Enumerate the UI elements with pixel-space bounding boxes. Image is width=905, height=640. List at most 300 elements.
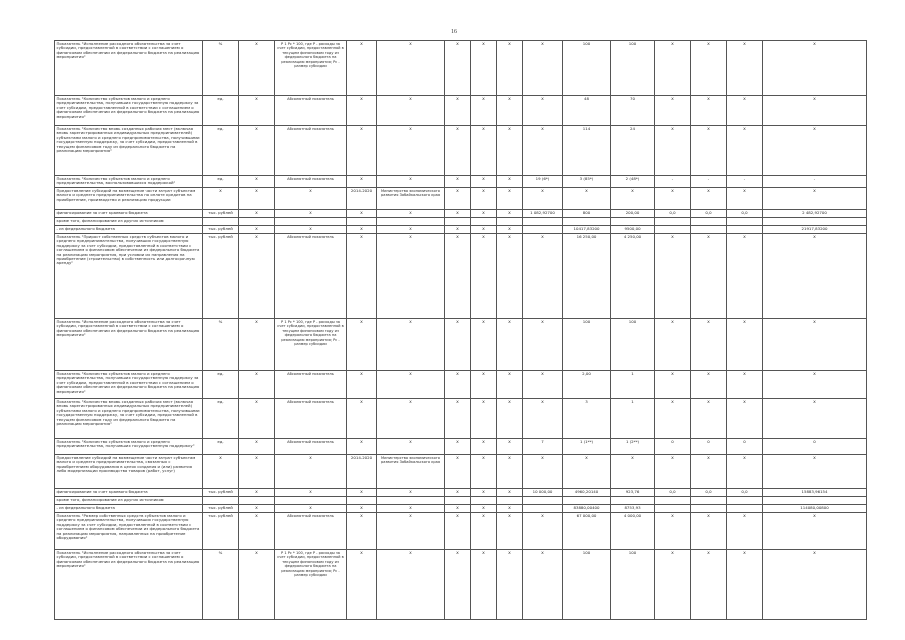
table-cell xyxy=(347,497,377,505)
table-cell xyxy=(523,505,563,513)
table-row xyxy=(55,550,867,620)
page-number: 16 xyxy=(451,29,457,35)
table-cell: X xyxy=(239,505,275,513)
table-cell: X xyxy=(239,176,275,188)
table-cell xyxy=(203,497,239,505)
table-cell: X xyxy=(471,439,497,455)
table-cell: X xyxy=(471,489,497,497)
table-cell: X xyxy=(347,176,377,188)
table-cell xyxy=(727,505,763,513)
table-cell: % xyxy=(203,550,239,620)
table-cell: - xyxy=(655,176,691,188)
table-cell: тыс. рублей xyxy=(203,505,239,513)
table-cell: 100 xyxy=(611,41,655,96)
row-label-cell: - из федерального бюджета xyxy=(55,226,203,234)
table-cell: X xyxy=(497,176,523,188)
table-cell: 1 082,92700 xyxy=(523,210,563,218)
table-cell xyxy=(611,497,655,505)
table-cell: 48 xyxy=(563,96,611,126)
table-cell: X xyxy=(445,210,471,218)
table-cell: 19 (6*) xyxy=(523,176,563,188)
table-cell: 4 250,00 xyxy=(611,234,655,319)
table-row xyxy=(55,218,867,226)
table-cell: X xyxy=(727,550,763,620)
table-cell: 200,00 xyxy=(611,210,655,218)
table-cell: X xyxy=(445,399,471,439)
table-cell: X xyxy=(239,513,275,550)
table-cell xyxy=(691,218,727,226)
table-row xyxy=(55,489,867,497)
table-cell xyxy=(727,226,763,234)
table-cell: тыс. рублей xyxy=(203,234,239,319)
table-cell: Министерство экономического развития Забайкальского края xyxy=(377,455,445,489)
table-cell: X xyxy=(497,439,523,455)
table-cell: 0 xyxy=(691,439,727,455)
table-cell: X xyxy=(239,489,275,497)
table-cell: X xyxy=(347,126,377,176)
table-cell: X xyxy=(377,439,445,455)
table-cell: X xyxy=(497,210,523,218)
row-label-cell: Показатель "Количество вновь созданных рабочих мест (включая вновь зарегистрированных индивидуальных предпринимателей) субъектами малого и среднего предпринимательства, получившими государственную поддержку, за счет субсидии, предоставленной в текущем финансовом году из федерального бюджета на реализацию мероприятия" xyxy=(55,126,203,176)
table-cell xyxy=(377,497,445,505)
row-label-cell: - из федерального бюджета xyxy=(55,505,203,513)
table-row xyxy=(55,497,867,505)
table-cell: ед. xyxy=(203,176,239,188)
table-cell: 70 xyxy=(611,96,655,126)
row-label-cell: кроме того, финансирование из других источников: xyxy=(55,218,203,226)
table-cell xyxy=(563,497,611,505)
table-row xyxy=(55,234,867,319)
table-cell: X xyxy=(275,455,347,489)
table-cell: 1 xyxy=(611,399,655,439)
table-cell: 3 xyxy=(563,399,611,439)
table-cell: X xyxy=(445,513,471,550)
table-cell: X xyxy=(471,176,497,188)
table-cell: ед. xyxy=(203,439,239,455)
table-cell: - xyxy=(727,176,763,188)
table-cell: X xyxy=(691,188,727,210)
table-cell: 3 (85*) xyxy=(563,176,611,188)
table-cell: 0,0 xyxy=(691,210,727,218)
table-cell: X xyxy=(377,399,445,439)
table-cell: X xyxy=(445,188,471,210)
table-cell xyxy=(347,218,377,226)
table-cell: X xyxy=(445,439,471,455)
table-cell: 800 xyxy=(563,210,611,218)
table-cell: X xyxy=(239,188,275,210)
table-cell: Абсолютный показатель xyxy=(275,96,347,126)
table-cell: X xyxy=(763,126,867,176)
table-cell: X xyxy=(471,188,497,210)
table-cell: 114 xyxy=(563,126,611,176)
table-cell: X xyxy=(239,96,275,126)
row-label-cell: Предоставление субсидий на возмещение части затрат субъектам малого и среднего предпринимательства, связанных с приобретением оборудования в целях создания и (или) развития либо модернизации производства товаров (работ, услуг) xyxy=(55,455,203,489)
table-cell: тыс. рублей xyxy=(203,513,239,550)
table-cell xyxy=(523,218,563,226)
row-label-cell: Показатель "Исполнение расходного обязательства за счет субсидии, предоставленной в соответствии с соглашением о финансовом обеспечении из федерального бюджета на реализацию мероприятия" xyxy=(55,41,203,96)
table-cell: X xyxy=(377,41,445,96)
table-cell: X xyxy=(471,371,497,399)
table-cell: X xyxy=(471,126,497,176)
table-cell: Абсолютный показатель xyxy=(275,234,347,319)
table-cell: X xyxy=(377,176,445,188)
table-cell: X xyxy=(727,455,763,489)
table-cell xyxy=(445,218,471,226)
table-cell: X xyxy=(275,226,347,234)
row-label-cell: Показатель "Количество вновь созданных рабочих мест (включая вновь зарегистрированных индивидуальных предпринимателей) субъектами малого и среднего предпринимательства, получившими государственную поддержку, за счет субсидии, предоставленной в текущем финансовом году из федерального бюджета на реализацию мероприятия" xyxy=(55,399,203,439)
table-row xyxy=(55,319,867,371)
row-label-cell: Показатель "Прирост собственных средств субъектов малого и среднего предпринимательства, получивших государственную поддержку за счет субсидии, предоставленной в соответствии с соглашением о финансовом обеспечении из федерального бюджета на реализацию мероприятия, при условии их направления на приобретение (строительство) в собственность или долгосрочную аренду" xyxy=(55,234,203,319)
table-cell: X xyxy=(377,126,445,176)
table-cell: X xyxy=(497,399,523,439)
table-cell: X xyxy=(655,188,691,210)
table-cell: X xyxy=(471,41,497,96)
table-cell: X xyxy=(691,96,727,126)
table-cell: 0,0 xyxy=(727,489,763,497)
table-cell: тыс. рублей xyxy=(203,210,239,218)
table-cell: X xyxy=(763,399,867,439)
table-cell xyxy=(497,497,523,505)
table-row xyxy=(55,455,867,489)
table-cell: X xyxy=(275,210,347,218)
table-cell: 923,76 xyxy=(611,489,655,497)
table-cell: X xyxy=(523,188,563,210)
table-cell: ед. xyxy=(203,96,239,126)
table-cell: X xyxy=(727,371,763,399)
table-row xyxy=(55,371,867,399)
table-cell: X xyxy=(445,371,471,399)
table-cell: X xyxy=(691,371,727,399)
table-row xyxy=(55,176,867,188)
table-cell: X xyxy=(471,96,497,126)
table-cell xyxy=(471,497,497,505)
table-cell: 0 xyxy=(727,439,763,455)
table-cell: X xyxy=(523,371,563,399)
table-cell: 1 (2**) xyxy=(611,439,655,455)
table-cell: X xyxy=(239,455,275,489)
row-label-cell: Показатель "Количество субъектов малого и среднего предпринимательства, получивших государственную поддержку за счет субсидии, предоставленной в соответствии с соглашением о финансовом обеспечении из федерального бюджета на реализацию мероприятия" xyxy=(55,96,203,126)
row-label-cell: Показатель "Количество субъектов малого и среднего предпринимательства, воспользовавшихся поддержкой" xyxy=(55,176,203,188)
table-cell: X xyxy=(445,505,471,513)
table-cell: 4 000,00 xyxy=(611,513,655,550)
table-cell xyxy=(655,226,691,234)
table-cell: X xyxy=(471,226,497,234)
table-cell: Абсолютный показатель xyxy=(275,371,347,399)
table-cell xyxy=(655,218,691,226)
table-cell: X xyxy=(239,234,275,319)
table-cell: X xyxy=(445,226,471,234)
table-cell xyxy=(377,218,445,226)
table-cell: X xyxy=(497,126,523,176)
table-cell xyxy=(655,505,691,513)
table-cell: X xyxy=(727,513,763,550)
table-cell: X xyxy=(377,513,445,550)
table-cell xyxy=(763,497,867,505)
table-cell: % xyxy=(203,41,239,96)
table-cell: X xyxy=(497,96,523,126)
table-cell: 100 xyxy=(563,41,611,96)
table-row xyxy=(55,439,867,455)
table-cell: Абсолютный показатель xyxy=(275,176,347,188)
table-cell: X xyxy=(563,188,611,210)
table-cell: X xyxy=(377,319,445,371)
table-cell: X xyxy=(471,319,497,371)
table-cell: X xyxy=(471,455,497,489)
table-cell: X xyxy=(377,550,445,620)
table-cell: X xyxy=(563,455,611,489)
row-label-cell: Показатель "Количество субъектов малого и среднего предпринимательства, получивших государственную поддержку за счет субсидии, предоставленной в соответствии с соглашением о финансовом обеспечении из федерального бюджета на реализацию мероприятия" xyxy=(55,371,203,399)
row-label-cell: финансирование за счет краевого бюджета xyxy=(55,210,203,218)
table-cell: 0,0 xyxy=(691,489,727,497)
table-cell: X xyxy=(377,489,445,497)
table-cell: - xyxy=(763,176,867,188)
table-cell: X xyxy=(523,455,563,489)
table-cell: 100 xyxy=(563,550,611,620)
table-cell: Р 1 Рс * 100, где Р - расходы за счет субсидии, предоставленной в текущем финансовом году из федерального бюджета на реализацию мероприятия; Рс - размер субсидии xyxy=(275,41,347,96)
table-cell: X xyxy=(445,176,471,188)
table-cell: 114080,00800 xyxy=(763,505,867,513)
table-cell: X xyxy=(523,513,563,550)
table-cell: 2014-2020 xyxy=(347,188,377,210)
table-cell: X xyxy=(523,550,563,620)
table-cell: ед. xyxy=(203,399,239,439)
table-cell: X xyxy=(655,371,691,399)
table-cell xyxy=(275,497,347,505)
table-cell: X xyxy=(691,234,727,319)
table-cell: X xyxy=(727,234,763,319)
table-cell: X xyxy=(377,96,445,126)
table-cell xyxy=(691,497,727,505)
table-cell xyxy=(691,505,727,513)
table-cell: X xyxy=(347,399,377,439)
table-cell: X xyxy=(445,234,471,319)
table-cell: X xyxy=(727,319,763,371)
table-cell: 0,0 xyxy=(655,489,691,497)
table-cell: 0,0 xyxy=(655,210,691,218)
table-cell: X xyxy=(655,96,691,126)
row-label-cell: финансирование за счет краевого бюджета xyxy=(55,489,203,497)
table-cell: X xyxy=(347,234,377,319)
table-cell: X xyxy=(347,513,377,550)
table-cell: 7 xyxy=(523,439,563,455)
table-cell: X xyxy=(275,188,347,210)
table-cell: X xyxy=(655,399,691,439)
table-cell: X xyxy=(763,319,867,371)
table-row xyxy=(55,126,867,176)
table-cell: X xyxy=(275,489,347,497)
table-cell: X xyxy=(377,371,445,399)
table-cell: X xyxy=(377,210,445,218)
table-cell xyxy=(239,218,275,226)
table-cell xyxy=(691,226,727,234)
table-cell: 24 xyxy=(611,126,655,176)
table-cell: X xyxy=(347,505,377,513)
table-row xyxy=(55,513,867,550)
table-cell: X xyxy=(497,513,523,550)
table-cell: X xyxy=(727,96,763,126)
table-cell: X xyxy=(347,226,377,234)
table-cell: тыс. рублей xyxy=(203,489,239,497)
table-cell: X xyxy=(763,188,867,210)
table-cell: X xyxy=(763,234,867,319)
row-label-cell: Показатель "Количество субъектов малого и среднего предпринимательства, получивших государственную поддержку" xyxy=(55,439,203,455)
table-cell: X xyxy=(655,234,691,319)
table-cell: 2 482,92700 xyxy=(763,210,867,218)
table-row xyxy=(55,399,867,439)
table-cell: 1 xyxy=(611,371,655,399)
table-cell: X xyxy=(691,41,727,96)
table-cell: X xyxy=(471,234,497,319)
table-cell: X xyxy=(497,505,523,513)
table-cell: X xyxy=(275,505,347,513)
table-cell: X xyxy=(655,319,691,371)
table-cell: X xyxy=(471,513,497,550)
table-cell: X xyxy=(471,399,497,439)
table-cell: X xyxy=(347,96,377,126)
table-cell: 4960,20140 xyxy=(563,489,611,497)
table-cell xyxy=(611,218,655,226)
table-cell: X xyxy=(347,210,377,218)
table-cell: X xyxy=(239,399,275,439)
table-cell xyxy=(471,218,497,226)
table-cell: Р 1 Рс * 100, где Р - расходы за счет субсидии, предоставленной в текущем финансовом году из федерального бюджета на реализацию мероприятия; Рс - размер субсидии xyxy=(275,319,347,371)
table-cell xyxy=(239,497,275,505)
table-cell xyxy=(203,218,239,226)
table-cell: X xyxy=(523,126,563,176)
table-cell: X xyxy=(655,126,691,176)
table-row xyxy=(55,505,867,513)
row-label-cell: кроме того, финансирование из других источников: xyxy=(55,497,203,505)
table-cell: X xyxy=(497,234,523,319)
table-cell: X xyxy=(445,455,471,489)
table-cell: X xyxy=(445,96,471,126)
table-cell: X xyxy=(377,226,445,234)
table-cell: 0 xyxy=(763,439,867,455)
table-cell: X xyxy=(727,126,763,176)
table-cell xyxy=(523,226,563,234)
table-cell: X xyxy=(377,234,445,319)
table-cell: X xyxy=(611,188,655,210)
table-row xyxy=(55,188,867,210)
table-cell: X xyxy=(497,188,523,210)
table-cell: X xyxy=(497,226,523,234)
table-cell: X xyxy=(239,210,275,218)
table-cell: X xyxy=(347,489,377,497)
table-cell: X xyxy=(497,489,523,497)
table-cell: X xyxy=(239,550,275,620)
table-cell: X xyxy=(763,550,867,620)
table-cell: X xyxy=(347,439,377,455)
table-cell: 0,0 xyxy=(727,210,763,218)
table-cell: X xyxy=(471,505,497,513)
table-cell: X xyxy=(611,455,655,489)
table-cell: 9500,00 xyxy=(611,226,655,234)
table-cell: X xyxy=(445,319,471,371)
table-cell xyxy=(655,497,691,505)
row-label-cell: Показатель "Размер собственных средств субъектов малого и среднего предпринимательства, получивших государственную поддержку за счет субсидии, предоставленной в соответствии с соглашением о финансовом обеспечении из федерального бюджета на реализацию мероприятия, направленных на приобретение оборудования" xyxy=(55,513,203,550)
table-cell xyxy=(727,218,763,226)
table-cell: X xyxy=(763,96,867,126)
table-cell: X xyxy=(763,41,867,96)
table-cell: 0 xyxy=(655,439,691,455)
table-cell xyxy=(275,218,347,226)
table-cell: X xyxy=(347,550,377,620)
table-cell: X xyxy=(727,399,763,439)
table-cell: Министерство экономического развития Забайкальского края xyxy=(377,188,445,210)
table-cell xyxy=(563,218,611,226)
table-cell: X xyxy=(497,371,523,399)
table-cell: 21917,83200 xyxy=(763,226,867,234)
table-cell: % xyxy=(203,319,239,371)
table-cell: тыс. рублей xyxy=(203,226,239,234)
table-cell: X xyxy=(691,550,727,620)
table-cell: X xyxy=(727,188,763,210)
table-cell: X xyxy=(347,371,377,399)
table-cell: X xyxy=(691,319,727,371)
table-cell: Р 1 Рс * 100, где Р - расходы за счет субсидии, предоставленной в текущем финансовом году из федерального бюджета на реализацию мероприятия; Рс - размер субсидии xyxy=(275,550,347,620)
table-cell: X xyxy=(239,226,275,234)
table-cell: X xyxy=(445,550,471,620)
table-cell: Абсолютный показатель xyxy=(275,439,347,455)
table-cell: X xyxy=(523,41,563,96)
table-cell: X xyxy=(497,41,523,96)
table-cell: X xyxy=(239,41,275,96)
table-cell: X xyxy=(203,455,239,489)
row-label-cell: Показатель "Исполнение расходного обязательства за счет субсидии, предоставленной в соответствии с соглашением о финансовом обеспечении из федерального бюджета на реализацию мероприятия" xyxy=(55,550,203,620)
table-cell xyxy=(763,218,867,226)
table-cell: X xyxy=(445,41,471,96)
table-cell: X xyxy=(239,439,275,455)
table-cell: 100 xyxy=(611,319,655,371)
table-cell: X xyxy=(655,513,691,550)
table-cell: X xyxy=(523,319,563,371)
table-cell: X xyxy=(497,319,523,371)
table-cell: X xyxy=(727,41,763,96)
table-cell: ед. xyxy=(203,371,239,399)
table-cell: 100 xyxy=(611,550,655,620)
table-cell: X xyxy=(497,455,523,489)
table-cell: X xyxy=(691,455,727,489)
table-cell: 83880,00400 xyxy=(563,505,611,513)
table-cell: Абсолютный показатель xyxy=(275,399,347,439)
table-row xyxy=(55,210,867,218)
program-table xyxy=(54,40,867,620)
table-cell: X xyxy=(523,96,563,126)
table-cell xyxy=(727,497,763,505)
table-cell: - xyxy=(691,176,727,188)
table-cell: X xyxy=(471,210,497,218)
table-cell: X xyxy=(691,513,727,550)
table-cell: 10417,83200 xyxy=(563,226,611,234)
table-cell: X xyxy=(347,41,377,96)
table-cell: Абсолютный показатель xyxy=(275,513,347,550)
table-cell: 1 (1**) xyxy=(563,439,611,455)
table-cell: X xyxy=(691,399,727,439)
table-cell: X xyxy=(523,234,563,319)
table-cell: 67 000,00 xyxy=(563,513,611,550)
row-label-cell: Показатель "Исполнение расходного обязательства за счет субсидии, предоставленной в соответствии с соглашением о финансовом обеспечении из федерального бюджета на реализацию мероприятия" xyxy=(55,319,203,371)
table-cell: X xyxy=(203,188,239,210)
table-cell: 2,00 xyxy=(563,371,611,399)
table-row xyxy=(55,226,867,234)
table-cell: X xyxy=(347,319,377,371)
table-row xyxy=(55,96,867,126)
table-cell: Абсолютный показатель xyxy=(275,126,347,176)
table-cell: X xyxy=(497,550,523,620)
table-cell: X xyxy=(655,455,691,489)
table-cell xyxy=(497,218,523,226)
table-cell: X xyxy=(763,513,867,550)
